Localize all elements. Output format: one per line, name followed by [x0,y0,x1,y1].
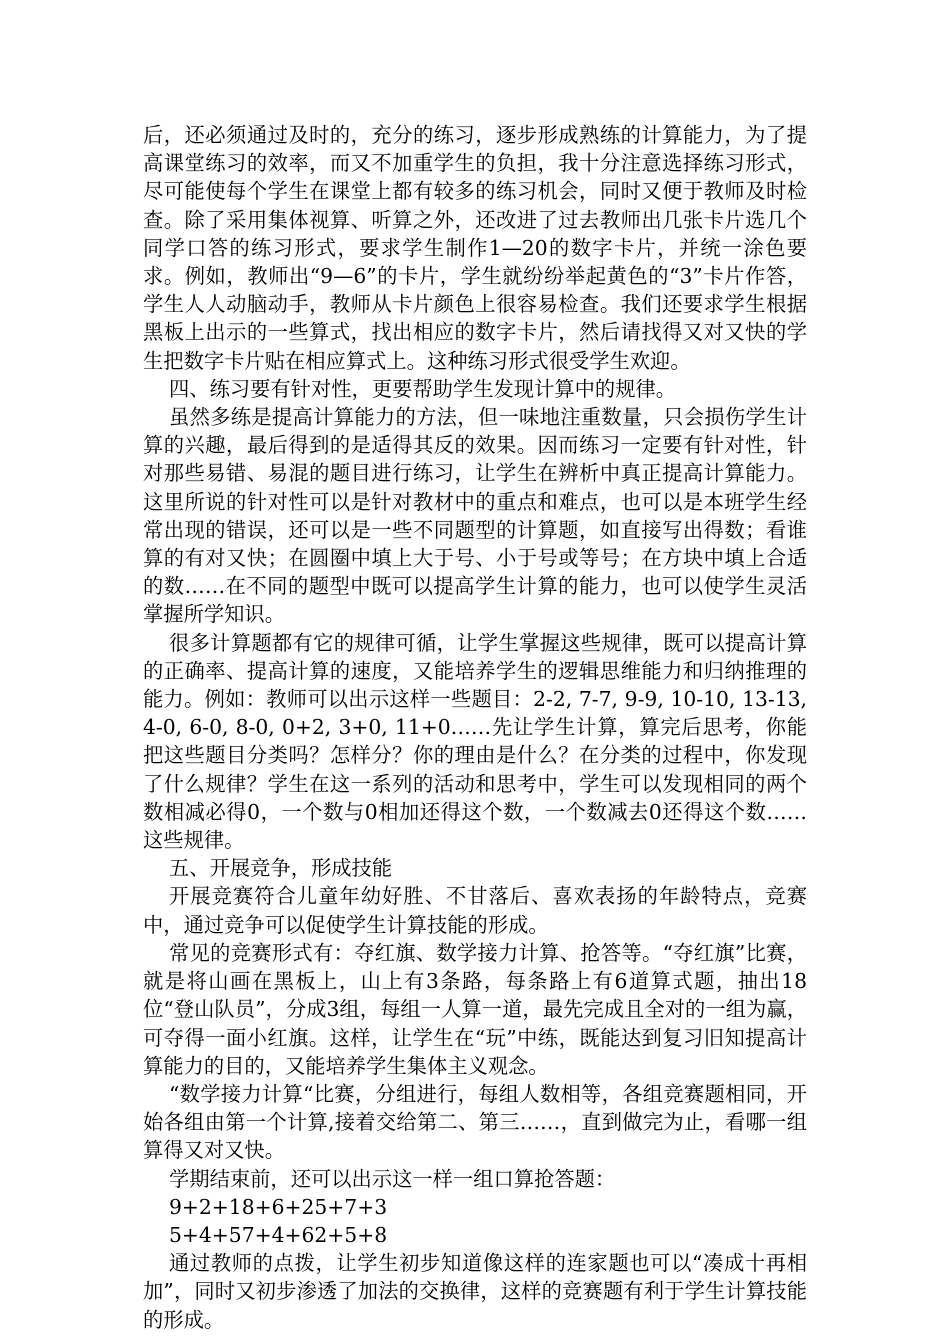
math-expression-1: 9+2+18+6+25+7+3 [169,1194,388,1219]
paragraph-continuation: 后，还必须通过及时的，充分的练习，逐步形成熟练的计算能力，为了提高课堂练习的效率，而又不加重学生的负担，我十分注意选择练习形式，尽可能使每个学生在课堂上都有较多的练习机会，同时又便于教师及时检查。除了采用集体视算、听算之外，还改进了过去教师出几张卡片选几个同学口答的练习形式，要求学生制作1—20的数字卡片，并统一涂色要求。例如，教师出“9—6”的卡片，学生就纷纷举起黄色的“3”卡片作答，学生人人动脑动手，教师从卡片颜色上很容易检查。我们还要求学生根据黑板上出示的一些算式，找出相应的数字卡片，然后请找得又对又快的学生把数字卡片贴在相应算式上。这种练习形式很受学生欢迎。 [143,123,807,373]
math-expression-2: 5+4+57+4+62+5+8 [169,1222,388,1247]
paragraph-conclusion: 通过教师的点拨，让学生初步知道像这样的连家题也可以“凑成十再相加”，同时又初步渗透了加法的交换律，这样的竞赛题有利于学生计算技能的形成。 [143,1251,807,1332]
paragraph-competition-intro: 开展竞赛符合儿童年幼好胜、不甘落后、喜欢表扬的年龄特点，竞赛中，通过竞争可以促使学生计算技能的形成。 [143,884,807,937]
paragraph-relay-calculation: “数学接力计算“比赛，分组进行，每组人数相等，各组竞赛题相同，开始各组由第一个计算,接着交给第二、第三……，直到做完为止，看哪一组算得又对又快。 [143,1081,807,1163]
paragraph-red-flag-game: 常见的竞赛形式有：夺红旗、数学接力计算、抢答等。“夺红旗”比赛，就是将山画在黑板上，山上有3条路，每条路上有6道算式题，抽出18位“登山队员”，分成3组，每组一人算一道，最先完成且全对的一组为赢，可夺得一面小红旗。这样，让学生在“玩”中练，既能达到复习旧知提高计算能力的目的，又能培养学生集体主义观念。 [143,940,807,1078]
paragraph-calculation-rules: 很多计算题都有它的规律可循，让学生掌握这些规律，既可以提高计算的正确率、提高计算的速度，又能培养学生的逻辑思维能力和归纳推理的能力。例如：教师可以出示这样一些题目：2-2, 7-7, 9-9, 10-10, 13-13, 4-0, 6-0, 8-0, 0+2, 3+0, 11+0……先让学生计算，算完后思考，你能把这些题目分类吗？怎样分？你的理由是什么？在分类的过程中，你发现了什么规律？学生在这一系列的活动和思考中，学生可以发现相同的两个数相减必得0，一个数与0相加还得这个数，一个数减去0还得这个数……这些规律。 [143,630,807,853]
section-heading-five: 五、开展竞争，形成技能 [169,856,393,881]
document-body [143,121,807,1334]
paragraph-practice-targeting: 虽然多练是提高计算能力的方法，但一味地注重数量，只会损伤学生计算的兴趣，最后得到的是适得其反的效果。因而练习一定要有针对性，针对那些易错、易混的题目进行练习，让学生在辨析中真正提高计算能力。这里所说的针对性可以是针对教材中的重点和难点，也可以是本班学生经常出现的错误，还可以是一些不同题型的计算题，如直接写出得数；看谁算的有对又快；在圆圈中填上大于号、小于号或等号；在方块中填上合适的数……在不同的题型中既可以提高学生计算的能力，也可以使学生灵活掌握所学知识。 [143,405,807,627]
paragraph-quiz-intro: 学期结束前，还可以出示这一样一组口算抢答题： [169,1166,616,1191]
section-heading-four: 四、练习要有针对性，更要帮助学生发现计算中的规律。 [169,376,677,401]
